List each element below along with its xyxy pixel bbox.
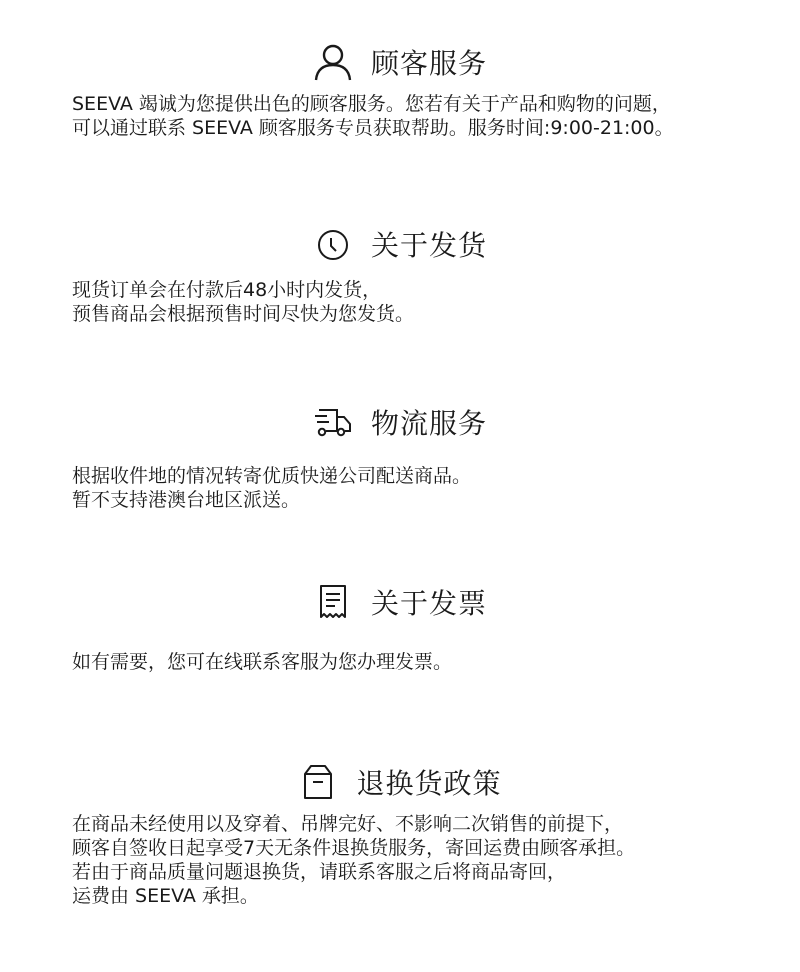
body-line: 现货订单会在付款后48小时内发货， bbox=[72, 279, 382, 301]
section-title: 关于发货 bbox=[370, 229, 487, 262]
section-heading-shipping bbox=[0, 222, 800, 266]
section-body-customer-service bbox=[72, 92, 772, 140]
section-heading-invoice bbox=[0, 580, 800, 624]
person-icon bbox=[313, 42, 353, 82]
delivery-truck-icon bbox=[313, 402, 353, 442]
section-title: 物流服务 bbox=[370, 407, 487, 440]
section-title: 顾客服务 bbox=[370, 47, 487, 80]
section-body-invoice bbox=[72, 650, 772, 674]
body-line: 预售商品会根据预售时间尽快为您发货。 bbox=[72, 303, 415, 325]
body-line: 可以通过联系 SEEVA 顾客服务专员获取帮助。服务时间:9:00-21:00。 bbox=[72, 117, 674, 139]
section-body-logistics bbox=[72, 464, 772, 512]
section-title: 退换货政策 bbox=[356, 767, 502, 800]
section-heading-customer-service bbox=[0, 40, 800, 84]
section-title: 关于发票 bbox=[370, 587, 487, 620]
section-heading-return-policy bbox=[0, 760, 800, 804]
section-body-shipping bbox=[72, 278, 772, 326]
body-line: 在商品未经使用以及穿着、吊牌完好、不影响二次销售的前提下， bbox=[72, 813, 624, 835]
section-heading-logistics bbox=[0, 400, 800, 444]
body-line: 如有需要，您可在线联系客服为您办理发票。 bbox=[72, 651, 453, 673]
body-line: 运费由 SEEVA 承担。 bbox=[72, 885, 259, 907]
body-line: 若由于商品质量问题退换货，请联系客服之后将商品寄回， bbox=[72, 861, 567, 883]
box-icon bbox=[298, 762, 338, 802]
section-body-return-policy bbox=[72, 812, 772, 908]
body-line: 顾客自签收日起享受7天无条件退换货服务，寄回运费由顾客承担。 bbox=[72, 837, 636, 859]
body-line: 根据收件地的情况转寄优质快递公司配送商品。 bbox=[72, 465, 472, 487]
clock-icon bbox=[313, 224, 353, 264]
body-line: SEEVA 竭诚为您提供出色的顾客服务。您若有关于产品和购物的问题， bbox=[72, 93, 671, 115]
receipt-icon bbox=[313, 582, 353, 622]
body-line: 暂不支持港澳台地区派送。 bbox=[72, 489, 301, 511]
